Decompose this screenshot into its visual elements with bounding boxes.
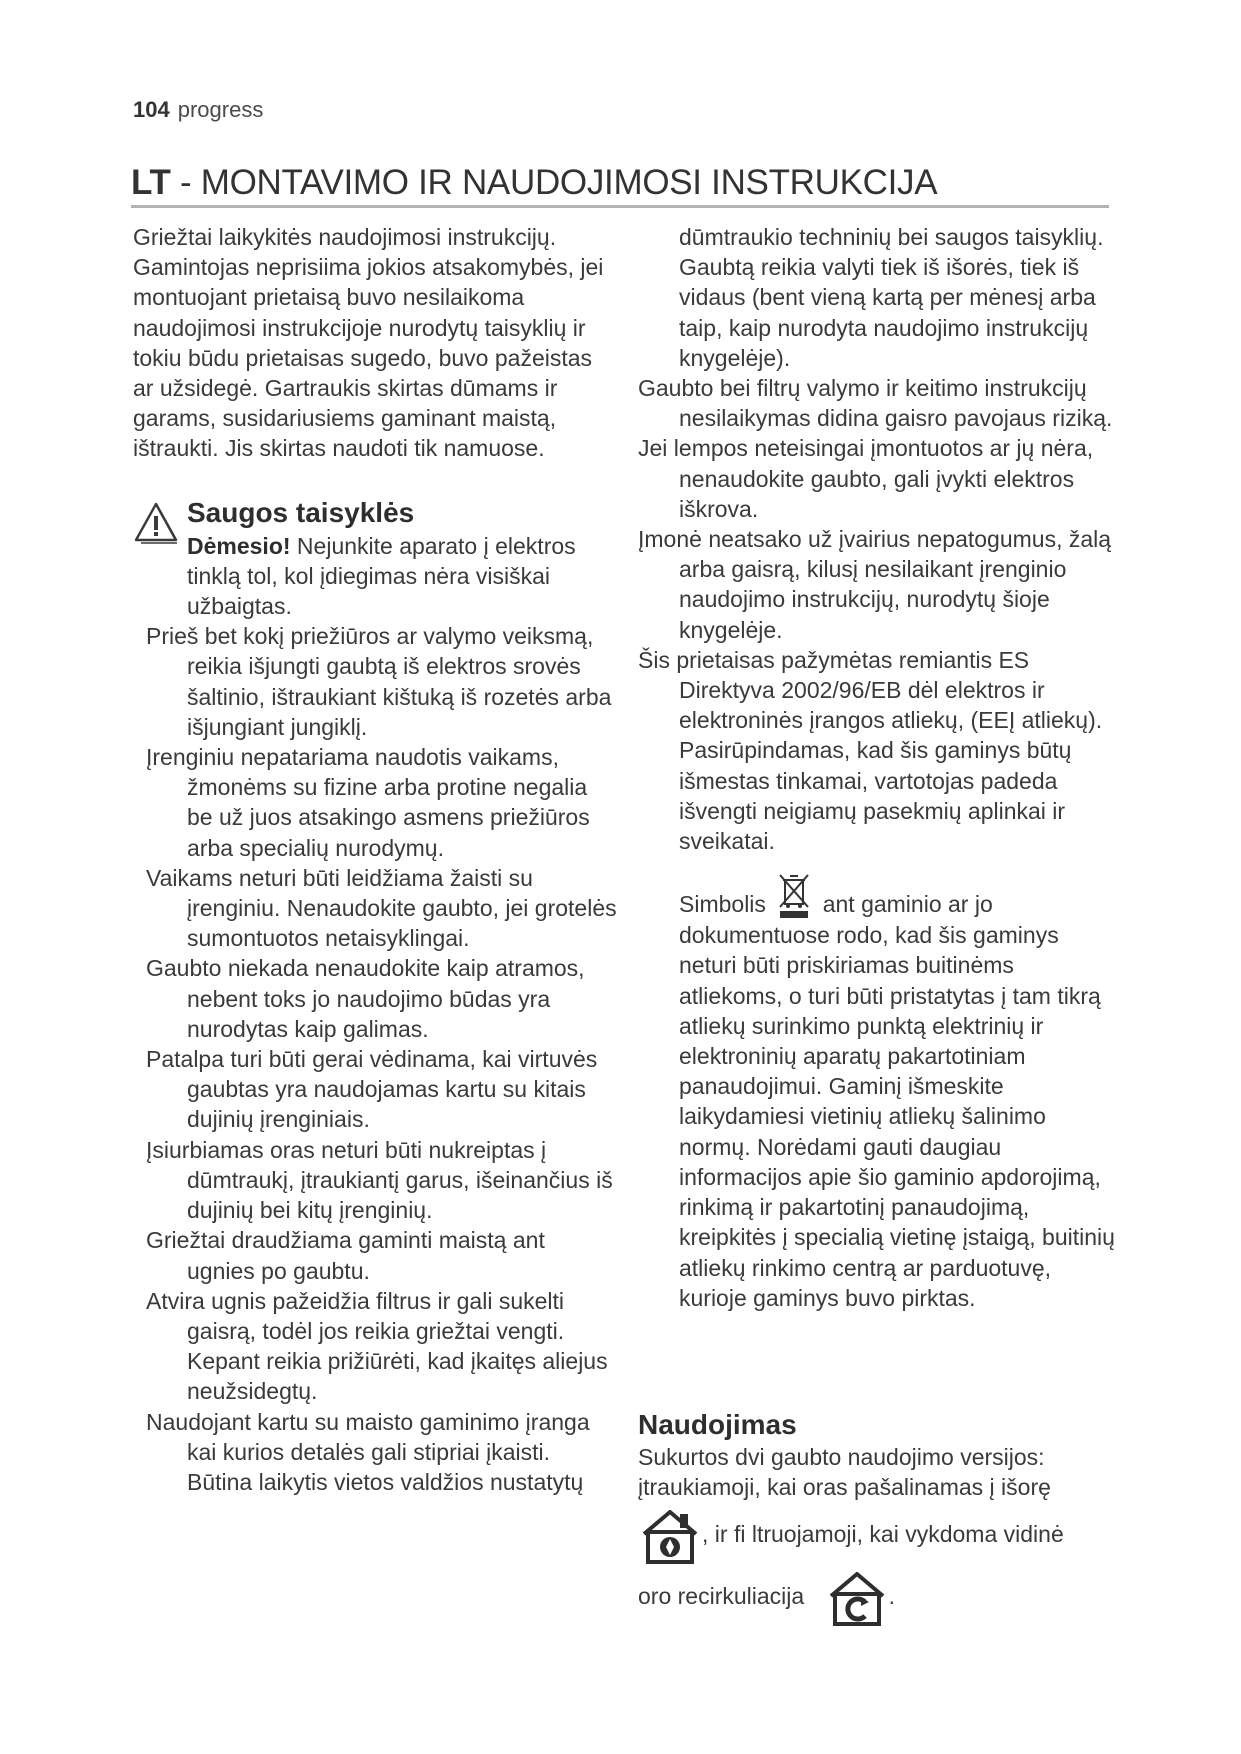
usage-section xyxy=(638,1408,1118,1628)
brand-name: progress xyxy=(177,97,264,122)
right-column xyxy=(638,222,1118,1313)
cleaning-note: Gaubtą reikia valyti tiek iš išorės, tiek iš vidaus (bent vieną kartą per mėnesį arba taip, kaip nurodyta naudojimo instrukcijų knygelėje). xyxy=(679,254,1096,371)
page-header xyxy=(133,97,263,123)
usage-line-4-end: . xyxy=(888,1583,895,1610)
usage-line-4 xyxy=(638,1568,1118,1628)
usage-line-1: Sukurtos dvi gaubto naudojimo versijos: xyxy=(638,1444,1045,1470)
house-extraction-icon xyxy=(638,1506,702,1566)
safety-warning xyxy=(187,531,618,622)
list-item: Atvira ugnis pažeidžia filtrus ir gali sukelti gaisrą, todėl jos reikia griežtai vengti. xyxy=(146,1287,565,1344)
list-item: Gaubto niekada nenaudokite kaip atramos, nebent toks jo naudojimo būdas yra nurodytas kaip galimas. xyxy=(146,955,585,1042)
weee-paragraph xyxy=(638,872,1118,1313)
usage-line-3 xyxy=(638,1506,1118,1566)
title-divider xyxy=(131,205,1109,208)
usage-heading: Naudojimas xyxy=(638,1409,797,1440)
language-code: LT xyxy=(131,163,171,202)
regulations-note-start: Būtina laikytis vietos valdžios nustatytų xyxy=(187,1468,584,1495)
oil-note: Kepant reikia prižiūrėti, kad įkaitęs aliejus neužsidegtų. xyxy=(187,1348,608,1405)
safety-heading: Saugos taisyklės xyxy=(187,496,415,528)
house-recirculation-icon xyxy=(825,1568,889,1628)
weee-prefix: Simbolis xyxy=(679,891,766,918)
safety-section xyxy=(133,497,618,622)
warning-label: Dėmesio! xyxy=(187,532,291,559)
crossed-bin-icon xyxy=(776,872,812,920)
warning-triangle-icon xyxy=(133,501,179,545)
list-item: Įmonė neatsako už įvairius nepatogumus, žalą arba gaisrą, kilusį nesilaikant įrenginio naudojimo instrukcijų, nurodytų šioje knygelėje. xyxy=(638,526,1112,643)
list-item: Patalpa turi būti gerai vėdinama, kai virtuvės gaubtas yra naudojamas kartu su kitais dujinių įrenginiais. xyxy=(146,1046,598,1133)
usage-line-3-text: , ir fi ltruojamoji, kai vykdoma vidinė xyxy=(702,1521,1064,1548)
regulations-note-end: dūmtraukio techninių bei saugos taisyklių. xyxy=(679,224,1104,250)
list-item: Prieš bet kokį priežiūros ar valymo veiksmą, reikia išjungti gaubtą iš elektros srovės šaltinio, ištraukiant kištuką iš rozetės arba išjungiant jungiklį. xyxy=(146,623,612,740)
usage-line-2: įtraukiamoji, kai oras pašalinamas į išorę xyxy=(638,1474,1051,1501)
list-item: Šis prietaisas pažymėtas remiantis ES Direktyva 2002/96/EB dėl elektros ir elektroninės įrangos atliekų, (EEĮ atliekų). Pasirūpindamas, kad šis gaminys būtų išmestas tinkamai, vartotojas padeda išvengti neigiamų pasekmių aplinkai ir sveikatai. xyxy=(638,646,1103,855)
list-item: Įrenginiu nepatariama naudotis vaikams, žmonėms su fizine arba protine negalia be už juos atsakingo asmens priežiūros arba specialių nurodymų. xyxy=(146,744,590,861)
title-text: - MONTAVIMO IR NAUDOJIMOSI INSTRUKCIJA xyxy=(170,163,938,202)
warning-text: Nejunkite aparato į elektros tinklą tol, kol įdiegimas nėra visiškai užbaigtas. xyxy=(187,532,576,620)
usage-line-4-text: oro recirkuliacija xyxy=(638,1583,805,1610)
page-number: 104 xyxy=(133,97,170,122)
list-item: Naudojant kartu su maisto gaminimo įranga kai kurios detalės gali stipriai įkaisti. xyxy=(146,1408,590,1465)
list-item: Gaubto bei filtrų valymo ir keitimo instrukcijų nesilaikymas didina gaisro pavojaus riziką. xyxy=(638,375,1113,432)
safety-rules-list xyxy=(146,621,618,1497)
list-item: Vaikams neturi būti leidžiama žaisti su įrenginiu. Nenaudokite gaubto, jei grotelės sumontuotos netaisyklingai. xyxy=(146,864,617,952)
intro-paragraph: Griežtai laikykitės naudojimosi instrukcijų. Gamintojas neprisiima jokios atsakomybės, jei montuojant prietaisą buvo nesilaikoma naudojimosi instrukcijoje nurodytų taisyklių ir tokiu būdu prietaisas sugedo, buvo pažeistas ar užsidegė. Gartraukis skirtas dūmams ir garams, susidariusiems gaminant maistą, ištraukti. Jis skirtas naudoti tik namuose. xyxy=(133,224,604,462)
left-column xyxy=(133,222,618,1497)
document-title xyxy=(131,163,937,203)
list-item: Įsiurbiamas oras neturi būti nukreiptas į dūmtraukį, įtraukiantį garus, išeinančius iš dujinių bei kitų įrenginių. xyxy=(146,1136,613,1224)
weee-text: ant gaminio ar jo dokumentuose rodo, kad šis gaminys neturi būti priskiriamas buitinėms atliekoms, o turi būti pristatytas į tam tikrą atliekų surinkimo punktą elektrinių ir elektroninių aparatų pakartotiniam panaudojimui. Gaminį išmeskite laikydamiesi vietinių atliekų šalinimo normų. Norėdami gauti daugiau informacijos apie šio gaminio apdorojimą, rinkimą ir pakartotinį panaudojimą, kreipkitės į specialią vietinę įstaigą, buitinių atliekų rinkimo centrą ar parduotuvę, kurioje gaminys buvo pirktas. xyxy=(679,891,1115,1311)
list-item: Jei lempos neteisingai įmontuotos ar jų nėra, nenaudokite gaubto, gali įvykti elektros iškrova. xyxy=(638,435,1094,522)
list-item: Griežtai draudžiama gaminti maistą ant ugnies po gaubtu. xyxy=(146,1227,545,1284)
